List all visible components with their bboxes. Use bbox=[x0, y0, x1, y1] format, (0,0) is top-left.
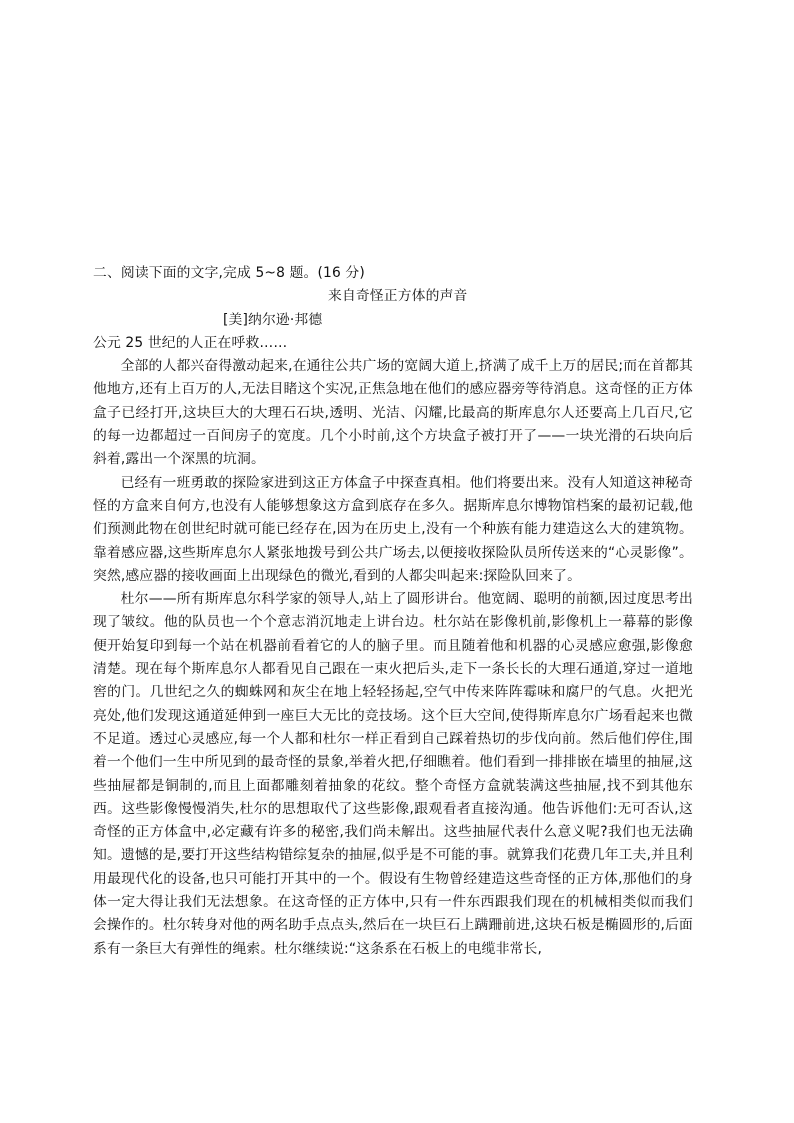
paragraph-3: 杜尔——所有斯库息尔科学家的领导人,站上了圆形讲台。他宽阔、聪明的前额,因过度思考出现了皱纹。他的队员也一个个意志消沉地走上讲台边。杜尔站在影像机前,影像机上一幕幕的影像便开始复印到每一个站在机器前看着它的人的脑子里。而且随着他和机器的心灵感应愈强,影像愈清楚。现在每个斯库息尔人都看见自己跟在一束火把后头,走下一条长长的大理石通道,穿过一道地窖的门。几世纪之久的蜘蛛网和灰尘在地上轻轻扬起,空气中传来阵阵霉味和腐尸的气息。火把光亮处,他们发现这通道延伸到一座巨大无比的竞技场。这个巨大空间,使得斯库息尔广场看起来也微不足道。透过心灵感应,每一个人都和杜尔一样正看到自己踩着热切的步伐向前。然后他们停住,围着一个他们一生中所见到的最奇怪的景象,举着火把,仔细瞧着。他们看到一排排嵌在墙里的抽屉,这些抽屉都是铜制的,而且上面都雕刻着抽象的花纹。整个奇怪方盒就装满这些抽屉,找不到其他东西。这些影像慢慢消失,杜尔的思想取代了这些影像,跟观看者直接沟通。他告诉他们:无可否认,这奇怪的正方体盒中,必定藏有许多的秘密,我们尚未解出。这些抽屉代表什么意义呢?我们也无法确知。遗憾的是,要打开这些结构错综复杂的抽屉,似乎是不可能的事。就算我们花费几年工夫,并且利用最现代化的设备,也只可能打开其中的一个。假设有生物曾经建造这些奇怪的正方体,那他们的身体一定大得让我们无法想象。在这奇怪的正方体中,只有一件东西跟我们现在的机械相类似而我们会操作的。杜尔转身对他的两名助手点点头,然后在一块巨石上蹒跚前进,这块石板是椭圆形的,后面系有一条巨大有弹性的绳索。杜尔继续说:“这条系在石板上的电缆非常长, bbox=[93, 591, 693, 957]
document-content bbox=[93, 262, 693, 961]
paragraph-intro: 公元 25 世纪的人正在呼救…… bbox=[93, 334, 288, 351]
article-author: [美]纳尔逊·邦德 bbox=[223, 311, 323, 328]
paragraph-1: 全部的人都兴奋得激动起来,在通往公共广场的宽阔大道上,挤满了成千上万的居民;而在首都其他地方,还有上百万的人,无法目睹这个实况,正焦急地在他们的感应器旁等待消息。这奇怪的正方体盒子已经打开,这块巨大的大理石石块,透明、光洁、闪耀,比最高的斯库息尔人还要高上几百尺,它的每一边都超过一百间房子的宽度。几个小时前,这个方块盒子被打开了——一块光滑的石块向后斜着,露出一个深黑的坑洞。 bbox=[93, 358, 693, 468]
section-heading: 二、阅读下面的文字,完成 5~8 题。(16 分) bbox=[93, 265, 365, 281]
paragraph-2: 已经有一班勇敢的探险家进到这正方体盒子中探查真相。他们将要出来。没有人知道这神秘奇怪的方盒来自何方,也没有人能够想象这方盒到底存在多久。据斯库息尔博物馆档案的最初记载,他们预测此物在创世纪时就可能已经存在,因为在历史上,没有一个种族有能力建造这么大的建筑物。靠着感应器,这些斯库息尔人紧张地拨号到公共广场去,以便接收探险队员所传送来的“心灵影像”。突然,感应器的接收画面上出现绿色的微光,看到的人都尖叫起来:探险队回来了。 bbox=[93, 474, 693, 584]
article-title: 来自奇怪正方体的声音 bbox=[328, 288, 468, 305]
